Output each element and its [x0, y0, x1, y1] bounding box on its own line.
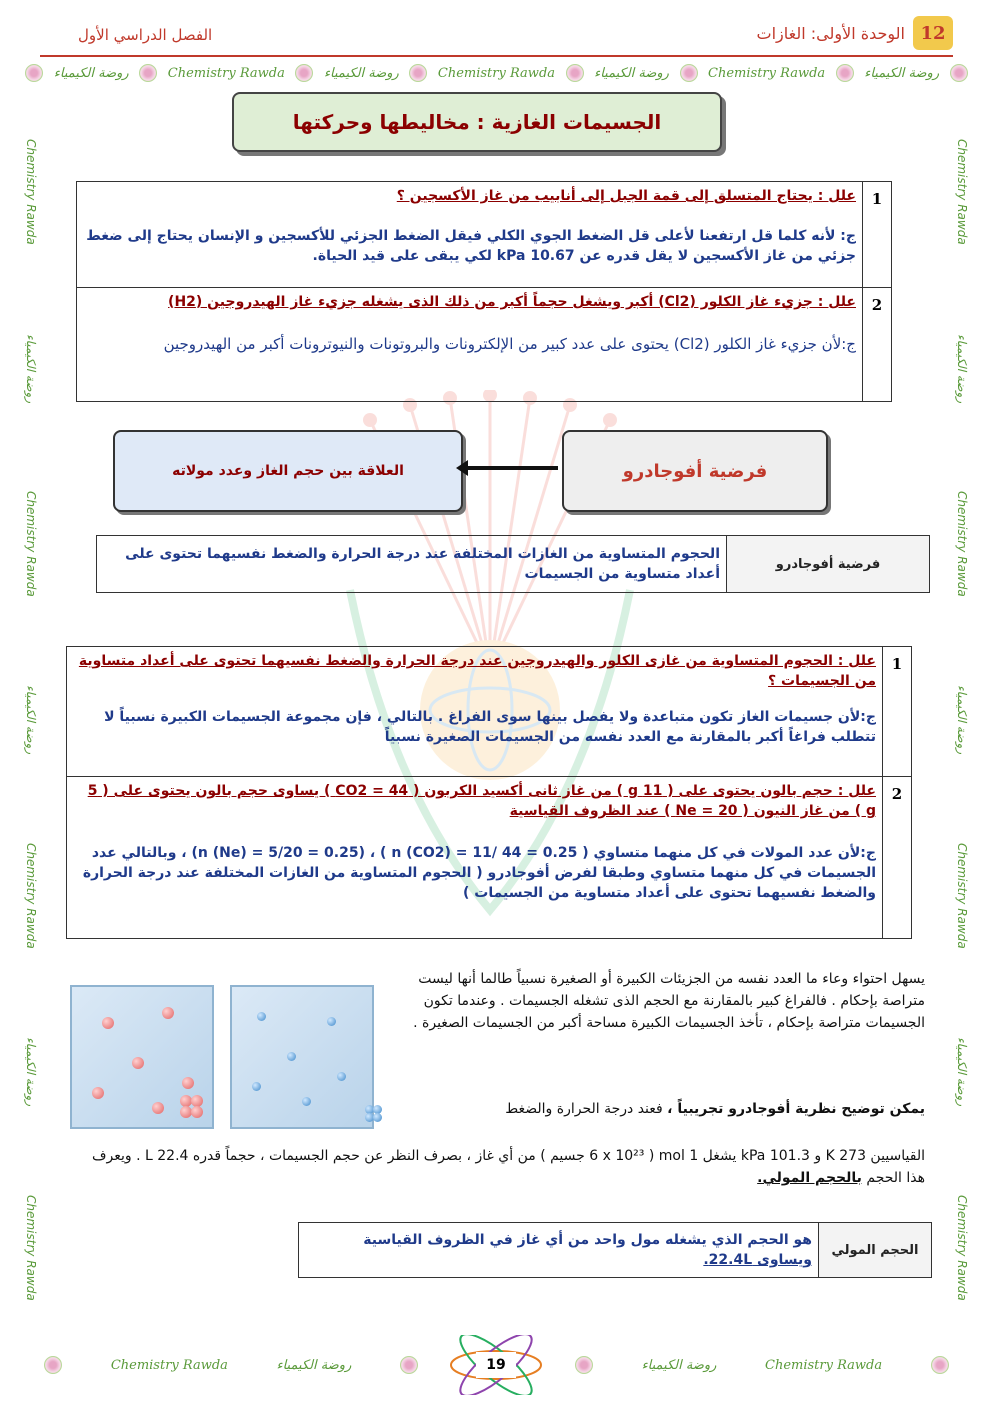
avogadro-definition	[96, 535, 930, 593]
paragraph-molar-volume	[70, 1145, 925, 1189]
border-text-ar: روضة الكيمياء	[323, 65, 399, 81]
packed-small-particles	[365, 1105, 385, 1125]
particle	[162, 1007, 174, 1019]
flower-icon	[950, 64, 968, 82]
row-number: 1	[863, 182, 892, 288]
paragraph-avogadro-experiment	[405, 1098, 925, 1120]
answer-text: ج:لأن جزيء غاز الكلور (Cl2) يحتوى على عدد كبير من الإلكترونات والبروتونات والنيوترونات أكبر من الهيدروجين	[163, 335, 856, 353]
border-text-ar: روضة الكيمياء	[955, 333, 969, 403]
definition-term: الحجم المولي	[819, 1223, 932, 1278]
section-title: الجسيمات الغازية : مخاليطها وحركتها	[232, 92, 722, 152]
paragraph-emphasis: يمكن توضيح نظرية أفوجادرو تجريبياً ،	[667, 1101, 925, 1117]
header-divider	[40, 55, 953, 57]
border-text-en: Chemistry Rawda	[110, 1357, 228, 1373]
border-text-ar: روضة الكيمياء	[276, 1357, 352, 1373]
flower-icon	[836, 64, 854, 82]
question-text: علل : يحتاج المتسلق إلى قمة الجبل إلى أنابيب من غاز الأكسجين ؟	[396, 188, 856, 204]
table-row	[67, 777, 912, 939]
definition-term: فرضية أفوجادرو	[727, 536, 930, 593]
flower-icon	[295, 64, 313, 82]
unit-title: الوحدة الأولى: الغازات	[756, 23, 905, 43]
flower-icon	[409, 64, 427, 82]
particle	[302, 1097, 311, 1106]
particle	[327, 1017, 336, 1026]
question-text: علل : الحجوم المتساوية من غازى الكلور والهيدروجين عند درجة الحرارة والضغط نفسيهما تحتوى على أعداد متساوية من الجسيمات ؟	[78, 653, 876, 689]
border-text-ar: روضة الكيمياء	[594, 65, 669, 81]
border-text-en: Chemistry Rawda	[955, 1194, 969, 1301]
border-text-en: Chemistry Rawda	[765, 1357, 883, 1373]
left-border-strip	[20, 95, 42, 1345]
row-content	[67, 647, 883, 777]
flower-icon	[931, 1356, 949, 1374]
semester-label: الفصل الدراسي الأول	[78, 26, 213, 44]
flower-icon	[25, 64, 43, 82]
flower-icon	[139, 64, 157, 82]
definition-text	[299, 1223, 819, 1278]
border-text-en: Chemistry Rawda	[955, 139, 969, 245]
answer-text: ج: لأنه كلما قل ارتفعنا لأعلى قل الضغط الجوي الكلي فيقل الضغط الجزئي للأكسجين و الإنسان يحتاج إلى ضغط جزئي من غاز الأكسجين لا يقل قدره عن 10.67 kPa لكي يبقى على قيد الحياة.	[86, 228, 856, 264]
reasons-table-2	[66, 646, 912, 939]
answer-text: ج:لأن عدد المولات في كل منهما متساوي ( n (CO2) = 11/ 44 = 0.25 ) ، (n (Ne) = 5/20 = 0.25) ، وبالتالي عدد الجسيمات في كل منهما متساوي وطبقا لفرض أفوجادرو ( الحجوم المتساوية من الغازات المختلفة عند درجة الحرارة والضغط نفسيهما تحتوى على أعداد متساوية من الجسيمات )	[82, 845, 876, 901]
border-text-en: Chemistry Rawda	[24, 491, 38, 597]
page-badge: 12	[913, 16, 953, 50]
border-text-en: Chemistry Rawda	[955, 843, 969, 949]
particle	[152, 1102, 164, 1114]
table-row	[77, 182, 892, 288]
paragraph-particles: يسهل احتواء وعاء ما العدد نفسه من الجزيئات الكبيرة أو الصغيرة نسبياً طالما أنها ليست متراصة بإحكام . فالفراغ كبير بالمقارنة مع الحجم الذى تشغله الجسيمات . وعندما تكون الجسيمات متراصة بإحكام ، تأخذ الجسيمات الكبيرة مساحة أكبر من الجسيمات الصغيرة .	[413, 971, 925, 1031]
border-text-ar: روضة الكيمياء	[53, 65, 129, 81]
packed-large-particles	[180, 1095, 206, 1121]
border-text-en: Chemistry Rawda	[24, 843, 38, 949]
border-text-ar: روضة الكيمياء	[24, 333, 38, 403]
arrow-line	[462, 466, 558, 470]
border-text-en: Chemistry Rawda	[167, 65, 285, 81]
flower-icon	[400, 1356, 418, 1374]
paragraph-text: القياسيين 273 K و 101.3 kPa يشغل 1 mol ( 6 x 10²³ جسيم ) من أي غاز ، بصرف النظر عن حجم الجسيمات ، حجماً قدره 22.4 L . ويعرف هذا الحجم	[92, 1148, 925, 1186]
border-text-en: Chemistry Rawda	[708, 65, 826, 81]
avogadro-box: فرضية أفوجادرو	[562, 430, 828, 512]
particle	[132, 1057, 144, 1069]
border-text-ar: روضة الكيمياء	[641, 1357, 717, 1373]
border-text-ar: روضة الكيمياء	[955, 1037, 969, 1107]
table-row	[77, 288, 892, 402]
particle	[257, 1012, 266, 1021]
right-border-strip	[951, 95, 973, 1345]
flower-icon	[44, 1356, 62, 1374]
row-content	[77, 288, 863, 402]
definition-line: ويساوى 22.4L.	[703, 1252, 812, 1268]
row-content	[67, 777, 883, 939]
particle	[92, 1087, 104, 1099]
particle	[287, 1052, 296, 1061]
row-number: 1	[883, 647, 912, 777]
definition-text: الحجوم المتساوية من الغازات المختلفة عند درجة الحرارة والضغط نفسيهما تحتوى على أعداد متساوية من الجسيمات	[97, 536, 727, 593]
flower-icon	[575, 1356, 593, 1374]
paragraph-text: فعند درجة الحرارة والضغط	[505, 1101, 663, 1117]
row-number: 2	[863, 288, 892, 402]
question-text: علل : حجم بالون يحتوى على ( 11 g ) من غاز ثانى أكسيد الكربون ( CO2 = 44 ) يساوى حجم بالون يحتوى على ( 5 g ) من غاز النيون ( Ne = 20 ) عند الظروف القياسية	[87, 783, 876, 819]
definition-line: هو الحجم الذي يشغله مول واحد من أي غاز في الظروف القياسية	[363, 1232, 812, 1248]
reasons-table-1	[76, 181, 892, 402]
row-content	[77, 182, 863, 288]
border-text-en: Chemistry Rawda	[437, 65, 556, 81]
row-number: 2	[883, 777, 912, 939]
border-text-ar: روضة الكيمياء	[24, 685, 38, 755]
page-number: 19	[476, 1352, 516, 1378]
arrow-left-icon	[456, 460, 468, 476]
table-row	[67, 647, 912, 777]
flower-icon	[566, 64, 584, 82]
molar-volume-definition	[298, 1222, 932, 1278]
question-text: علل : جزيء غاز الكلور (Cl2) أكبر ويشغل حجماً أكبر من ذلك الذى يشغله جزيء غاز الهيدروجين (H2)	[168, 294, 856, 310]
border-text-ar: روضة الكيمياء	[864, 65, 940, 81]
border-text-ar: روضة الكيمياء	[24, 1037, 38, 1107]
small-particles-container	[230, 985, 374, 1129]
particle	[182, 1077, 194, 1089]
particle	[252, 1082, 261, 1091]
flower-icon	[680, 64, 698, 82]
page-header	[757, 16, 953, 50]
border-text-en: Chemistry Rawda	[955, 491, 969, 597]
border-text-en: Chemistry Rawda	[24, 139, 38, 245]
gas-containers-illustration	[60, 965, 390, 1140]
border-text-ar: روضة الكيمياء	[955, 685, 969, 755]
relation-box: العلاقة بين حجم الغاز وعدد مولاته	[113, 430, 463, 512]
molar-volume-term: بالحجم المولي.	[757, 1170, 862, 1186]
particle	[337, 1072, 346, 1081]
top-border-strip	[20, 60, 973, 86]
answer-text: ج:لأن جسيمات الغاز تكون متباعدة ولا يفصل بينها سوى الفراغ . بالتالي ، فإن مجموعة الجسيمات الكبيرة نسبياً لا تتطلب فراغاً أكبر بالمقارنة مع العدد نفسه من الجسيمات الصغيرة نسبياً	[104, 709, 876, 745]
particle	[102, 1017, 114, 1029]
border-text-en: Chemistry Rawda	[24, 1194, 38, 1301]
